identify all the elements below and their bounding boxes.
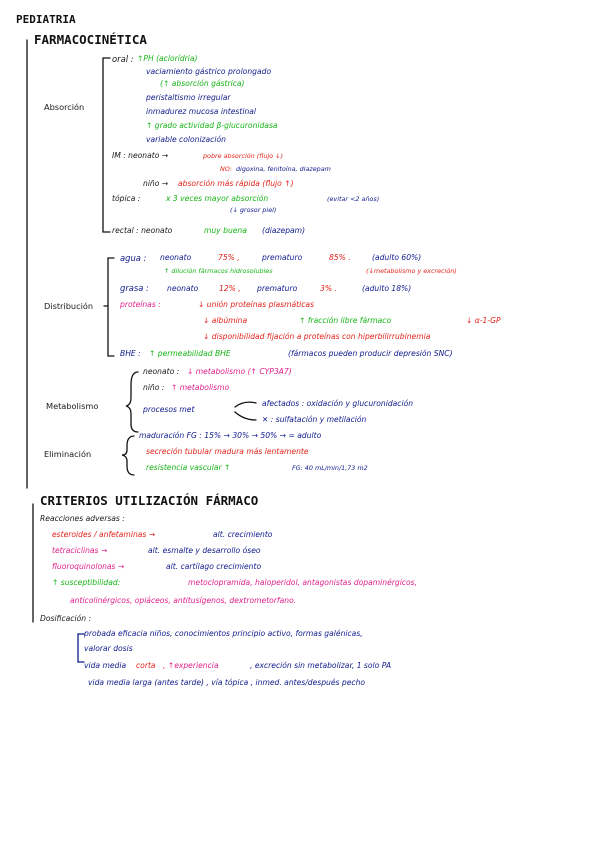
agua-dilucion: ↑ dilución fármacos hidrosolubles xyxy=(164,267,273,275)
im-key: IM : neonato → xyxy=(112,151,169,160)
vida-media-larga: vida media larga (antes tarde) , vía tópica , inmed. antes/después pecho xyxy=(88,678,366,687)
eliminacion-brace xyxy=(122,436,134,475)
rectal-buena: muy buena xyxy=(204,226,247,235)
oral-absorcion-gastrica: (↑ absorción gástrica) xyxy=(160,79,245,88)
vida-media-corta-label: vida media xyxy=(84,661,127,670)
proteinas-alfa1gp: ↓ α-1-GP xyxy=(466,316,501,325)
oral-inmadurez: inmadurez mucosa intestinal xyxy=(146,107,257,116)
met-nino-key: niño : xyxy=(143,383,165,392)
farmacocinetica-heading: FARMACOCINÉTICA xyxy=(34,32,147,47)
agua-key: agua : xyxy=(120,253,147,263)
oral-key: oral : xyxy=(112,54,134,64)
grasa-key: grasa : xyxy=(120,283,149,293)
vida-media-experiencia: , ↑experiencia xyxy=(163,661,219,670)
elim-fg: maduración FG : 15% → 30% → 50% → = adulto xyxy=(139,431,322,440)
elim-fg-valor: FG: 40 mL/min/1,73 m2 xyxy=(292,464,368,472)
oral-vaciamiento: vaciamiento gástrico prolongado xyxy=(146,67,272,76)
dosificacion-valorar: valorar dosis xyxy=(84,644,133,653)
proteinas-fraccion-libre: ↑ fracción libre fármaco xyxy=(299,316,392,325)
nino-absorcion: absorción más rápida (flujo ↑) xyxy=(178,179,294,188)
met-procesos-key: procesos met xyxy=(143,405,195,414)
bhe-key: BHE : xyxy=(120,349,141,358)
susceptibilidad-farmacos-1: metoclopramida, haloperidol, antagonistas dopaminérgicos, xyxy=(188,578,417,587)
topica-absorcion: x 3 veces mayor absorción xyxy=(166,194,269,203)
criterios-heading: CRITERIOS UTILIZACIÓN FÁRMACO xyxy=(40,493,259,508)
topica-grosor: (↓ grosor piel) xyxy=(230,206,277,214)
eliminacion-label: Eliminación xyxy=(44,449,92,459)
proteinas-albumina: ↓ albúmina xyxy=(203,316,248,325)
grasa-prematuro: prematuro xyxy=(257,284,298,293)
reaccion-fluoroquinolonas: fluoroquinolonas → xyxy=(52,562,125,571)
proteinas-key: proteínas : xyxy=(120,300,161,309)
distribucion-label: Distribución xyxy=(44,301,94,311)
grasa-prematuro-pct: 3% . xyxy=(320,284,337,293)
bhe-depresion: (fármacos pueden producir depresión SNC) xyxy=(288,349,453,358)
grasa-neonato: neonato xyxy=(167,284,199,293)
agua-neonato: neonato xyxy=(160,253,192,262)
reacciones-label: Reacciones adversas : xyxy=(40,514,125,523)
im-no: NO: xyxy=(220,165,233,173)
metabolismo-brace xyxy=(126,372,138,432)
agua-prematuro-pct: 85% . xyxy=(329,253,351,262)
met-no-afectados: ✕ : sulfatación y metilación xyxy=(262,415,367,424)
im-pobre-absorcion: pobre absorción (flujo ↓) xyxy=(203,152,283,160)
met-afectados: afectados : oxidación y glucuronidación xyxy=(262,399,414,408)
oral-peristaltismo: peristaltismo irregular xyxy=(146,93,231,102)
reaccion-tetraciclinas-efecto: alt. esmalte y desarrollo óseo xyxy=(148,546,261,555)
reaccion-esteroides: esteroides / anfetaminas → xyxy=(52,530,156,539)
oral-ph: ↑PH (aclorídria) xyxy=(137,54,198,63)
met-neonato-val: ↓ metabolismo (↑ CYP3A7) xyxy=(187,367,292,376)
agua-prematuro: prematuro xyxy=(262,253,303,262)
procesos-fork xyxy=(235,402,256,420)
grasa-neonato-pct: 12% , xyxy=(219,284,241,293)
dosificacion-eficacia: probada eficacia niños, conocimientos principio activo, formas galénicas, xyxy=(84,629,363,638)
met-nino-val: ↑ metabolismo xyxy=(171,383,230,392)
elim-resistencia: resistencia vascular ↑ xyxy=(146,463,231,472)
grasa-adulto: (adulto 18%) xyxy=(362,284,412,293)
im-farmacos: digoxina, fenitoína, diazepam xyxy=(236,165,331,173)
distribucion-bracket xyxy=(104,258,114,356)
vida-media-excrecion: , excreción sin metabolizar, 1 solo PA xyxy=(250,661,392,670)
topica-evitar: (evitar <2 años) xyxy=(327,195,380,203)
nino-key: niño → xyxy=(143,179,169,188)
page-title: PEDIATRIA xyxy=(16,13,76,26)
reaccion-fluoroquinolonas-efecto: alt. cartílago crecimiento xyxy=(166,562,262,571)
oral-glucuronidasa: ↑ grado actividad β-glucuronidasa xyxy=(146,121,278,130)
vida-media-corta-val: corta xyxy=(136,661,156,670)
susceptibilidad-farmacos-2: anticolinérgicos, opiáceos, antitusígenos, dextrometorfano. xyxy=(70,596,297,605)
agua-adulto: (adulto 60%) xyxy=(372,253,422,262)
metabolismo-label: Metabolismo xyxy=(46,401,99,411)
reaccion-esteroides-efecto: alt. crecimiento xyxy=(213,530,273,539)
absorcion-label: Absorción xyxy=(44,102,85,112)
bhe-permeabilidad: ↑ permeabilidad BHE xyxy=(149,349,231,358)
elim-secrecion: secreción tubular madura más lentamente xyxy=(146,447,309,456)
reaccion-tetraciclinas: tetraciclinas → xyxy=(52,546,108,555)
oral-colonizacion: variable colonización xyxy=(146,135,226,144)
susceptibilidad-label: ↑ susceptibilidad: xyxy=(52,578,121,587)
rectal-diazepam: (diazepam) xyxy=(262,226,306,235)
dosificacion-label: Dosificación : xyxy=(40,614,92,623)
topica-key: tópica : xyxy=(112,194,141,203)
agua-metabolismo: (↓metabolismo y excreción) xyxy=(366,267,457,275)
met-neonato-key: neonato : xyxy=(143,367,180,376)
agua-neonato-pct: 75% , xyxy=(218,253,240,262)
proteinas-disponibilidad: ↓ disponibilidad fijación a proteínas con hiperbilirrubinemia xyxy=(203,332,431,341)
absorcion-bracket xyxy=(103,58,110,232)
rectal-key: rectal : neonato xyxy=(112,226,173,235)
proteinas-union: ↓ unión proteínas plasmáticas xyxy=(198,300,315,309)
